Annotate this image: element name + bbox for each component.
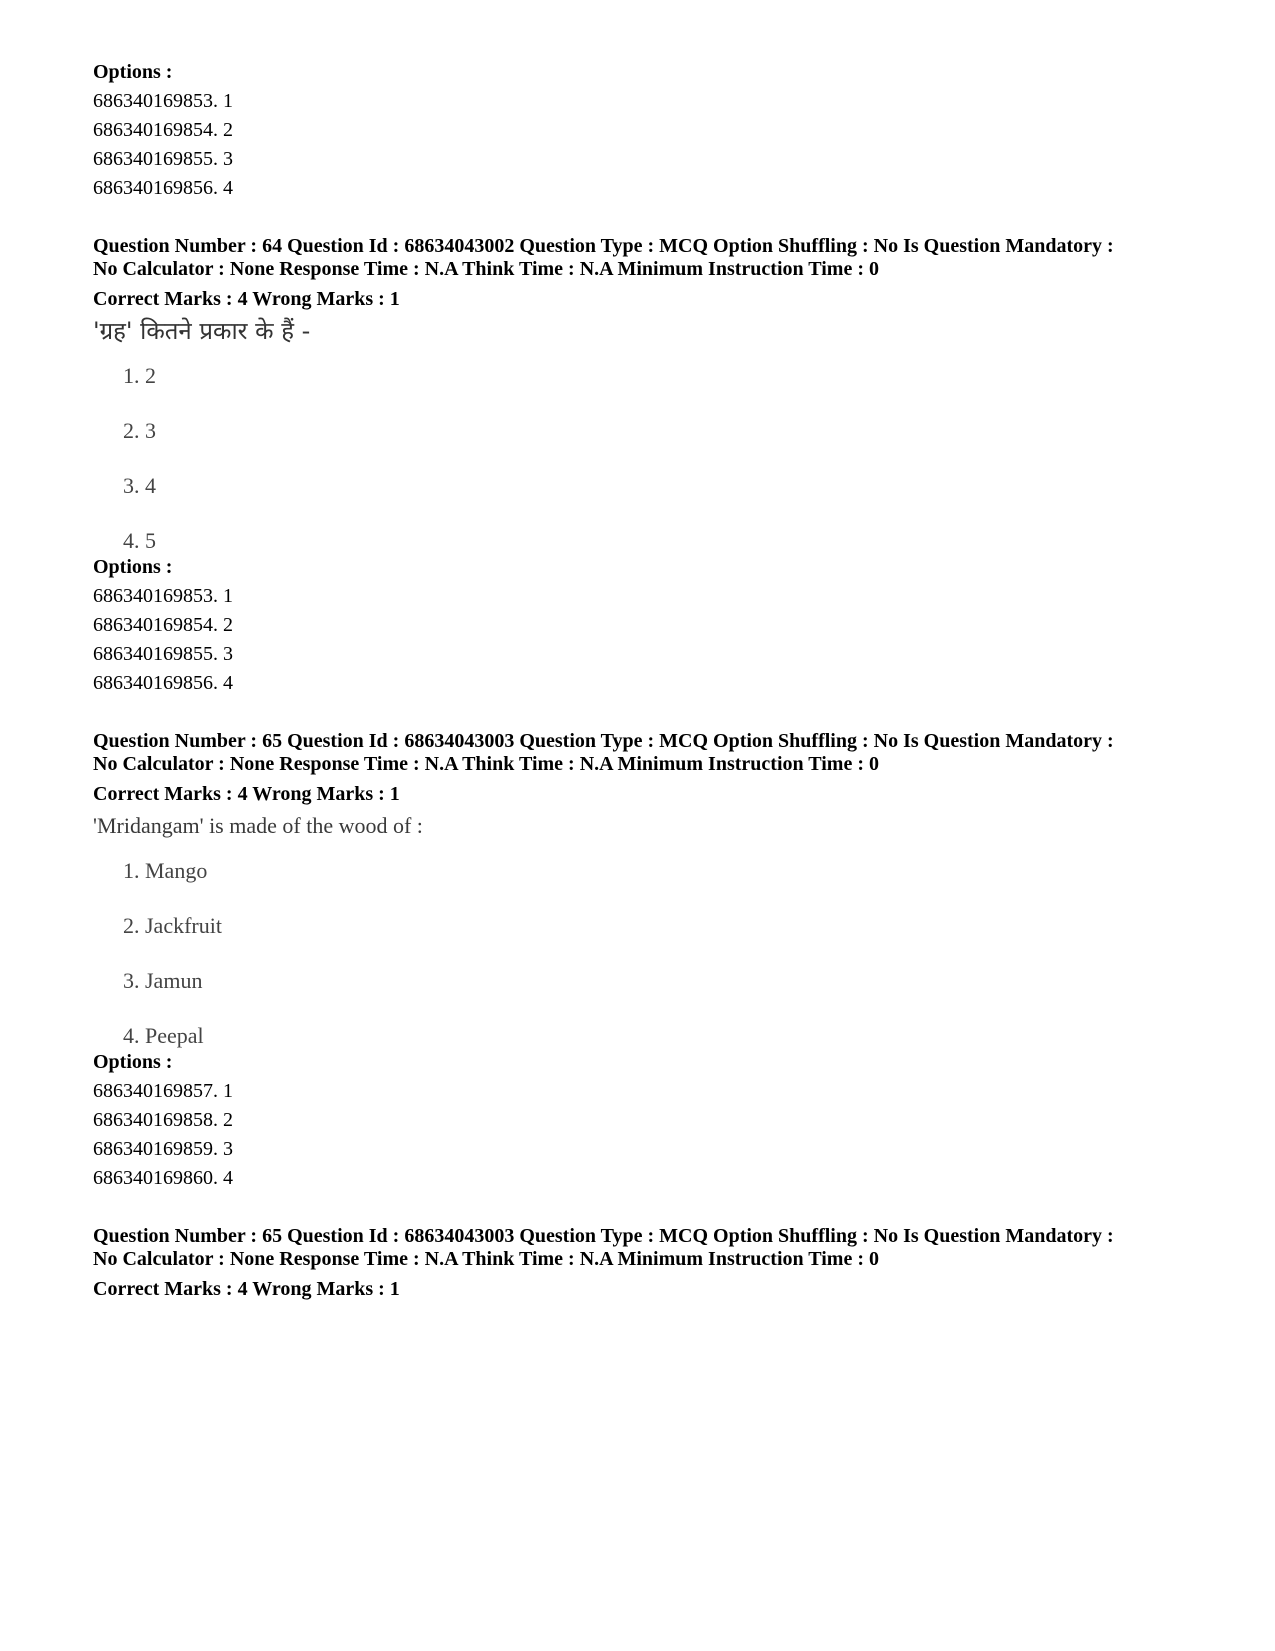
option-item: 686340169854. 2: [93, 119, 233, 141]
option-item: 686340169854. 2: [93, 614, 233, 636]
options-block-top: [93, 58, 1223, 203]
question-text: 'Mridangam' is made of the wood of :: [93, 813, 423, 838]
option-item: 686340169853. 1: [93, 90, 233, 112]
option-item: 686340169855. 3: [93, 643, 233, 665]
option-item: 686340169855. 3: [93, 148, 233, 170]
question-meta-line2: No Calculator : None Response Time : N.A Think Time : N.A Minimum Instruction Time : 0: [93, 753, 879, 775]
choice-list: [93, 855, 1223, 1048]
question-meta-line1: Question Number : 65 Question Id : 68634043003 Question Type : MCQ Option Shuffling : No Is Question Mandatory :: [93, 730, 1114, 752]
question-meta-line2: No Calculator : None Response Time : N.A Think Time : N.A Minimum Instruction Time : 0: [93, 1248, 879, 1270]
options-heading: Options :: [93, 1051, 173, 1073]
choice-item: 2. Jackfruit: [123, 913, 222, 938]
option-item: 686340169860. 4: [93, 1167, 233, 1189]
choice-item: 4. 5: [123, 528, 156, 553]
options-heading: Options :: [93, 61, 173, 83]
question-marks: Correct Marks : 4 Wrong Marks : 1: [93, 288, 400, 310]
question-meta-line1: Question Number : 64 Question Id : 68634043002 Question Type : MCQ Option Shuffling : No Is Question Mandatory :: [93, 235, 1114, 257]
question-marks: Correct Marks : 4 Wrong Marks : 1: [93, 1278, 400, 1300]
question-block-65: [93, 730, 1223, 1193]
choice-item: 2. 3: [123, 418, 156, 443]
option-item: 686340169857. 1: [93, 1080, 233, 1102]
options-heading: Options :: [93, 556, 173, 578]
choice-item: 1. Mango: [123, 858, 208, 883]
question-text: 'ग्रह' कितने प्रकार के हैं -: [93, 317, 311, 345]
document-page: [93, 58, 1223, 1304]
question-block-64: [93, 235, 1223, 698]
option-item: 686340169853. 1: [93, 585, 233, 607]
option-item: 686340169856. 4: [93, 177, 233, 199]
question-marks: Correct Marks : 4 Wrong Marks : 1: [93, 783, 400, 805]
question-meta-line1: Question Number : 65 Question Id : 68634043003 Question Type : MCQ Option Shuffling : No Is Question Mandatory :: [93, 1225, 1114, 1247]
choice-item: 3. Jamun: [123, 968, 203, 993]
option-item: 686340169858. 2: [93, 1109, 233, 1131]
choice-item: 1. 2: [123, 363, 156, 388]
choice-list: [93, 360, 1223, 553]
choice-item: 4. Peepal: [123, 1023, 204, 1048]
question-meta-line2: No Calculator : None Response Time : N.A Think Time : N.A Minimum Instruction Time : 0: [93, 258, 879, 280]
option-item: 686340169859. 3: [93, 1138, 233, 1160]
option-item: 686340169856. 4: [93, 672, 233, 694]
choice-item: 3. 4: [123, 473, 156, 498]
question-block-65-repeat: [93, 1225, 1223, 1304]
